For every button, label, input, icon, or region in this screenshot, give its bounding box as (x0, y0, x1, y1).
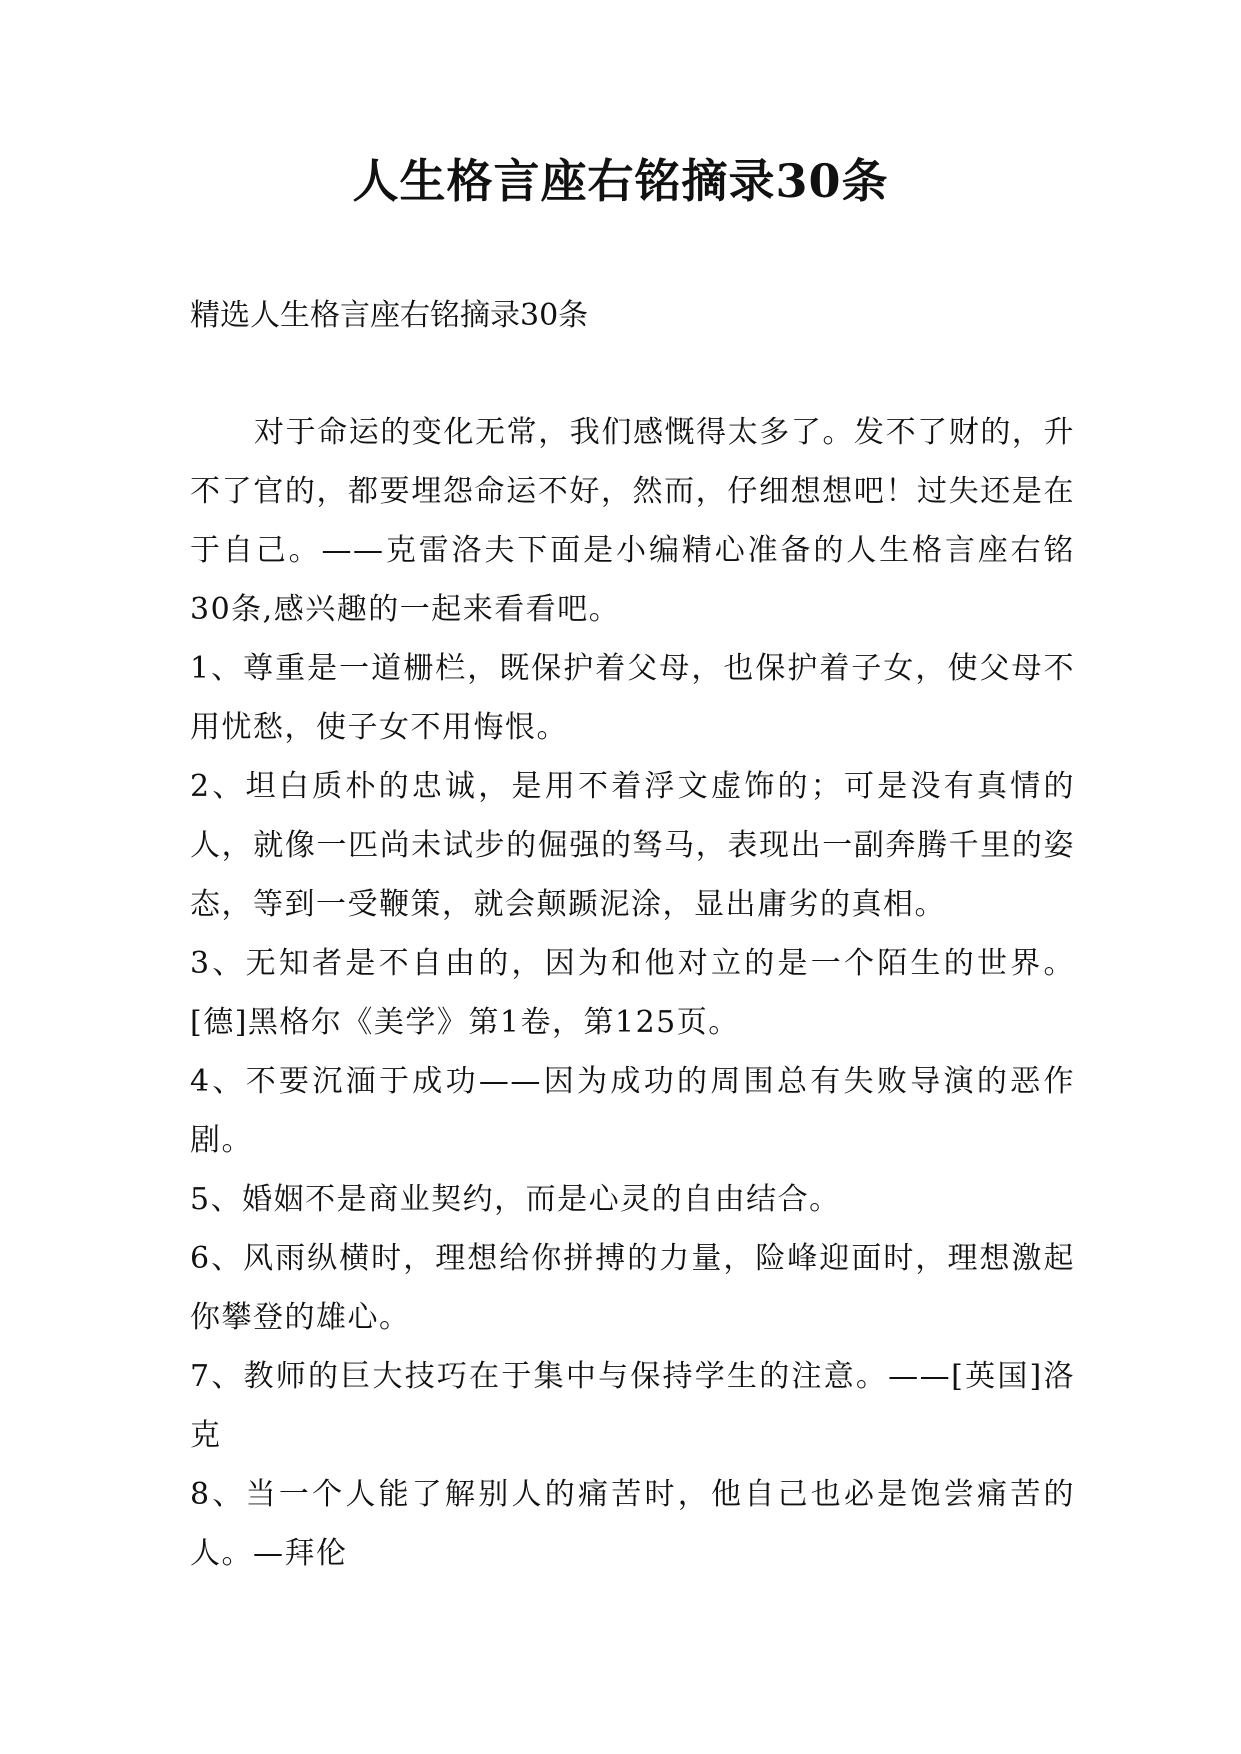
quote-item-4: 4、不要沉湎于成功——因为成功的周围总有失败导演的恶作剧。 (190, 1064, 1075, 1158)
quote-item-3: 3、无知者是不自由的，因为和他对立的是一个陌生的世界。[德]黑格尔《美学》第1卷，第125页。 (190, 946, 1075, 1040)
document-subtitle: 精选人生格言座右铭摘录30条 (190, 298, 589, 333)
document-body (190, 403, 1075, 1583)
intro-paragraph: 对于命运的变化无常，我们感慨得太多了。发不了财的，升不了官的，都要埋怨命运不好，然而，仔细想想吧！过失还是在于自己。——克雷洛夫下面是小编精心准备的人生格言座右铭30条,感兴趣的一起来看看吧。 (190, 415, 1075, 627)
quote-item-8: 8、当一个人能了解别人的痛苦时，他自己也必是饱尝痛苦的人。—拜伦 (190, 1477, 1075, 1571)
document-title: 人生格言座右铭摘录30条 (352, 154, 889, 208)
quote-item-1: 1、尊重是一道栅栏，既保护着父母，也保护着子女，使父母不用忧愁，使子女不用悔恨。 (190, 651, 1075, 745)
quote-item-2: 2、坦白质朴的忠诚，是用不着浮文虚饰的；可是没有真情的人，就像一匹尚未试步的倔强的驽马，表现出一副奔腾千里的姿态，等到一受鞭策，就会颠踬泥涂，显出庸劣的真相。 (190, 769, 1075, 922)
quote-item-7: 7、教师的巨大技巧在于集中与保持学生的注意。——[英国]洛克 (190, 1359, 1075, 1453)
quote-item-6: 6、风雨纵横时，理想给你拼搏的力量，险峰迎面时，理想激起你攀登的雄心。 (190, 1241, 1075, 1335)
quote-item-5: 5、婚姻不是商业契约，而是心灵的自由结合。 (190, 1182, 841, 1217)
